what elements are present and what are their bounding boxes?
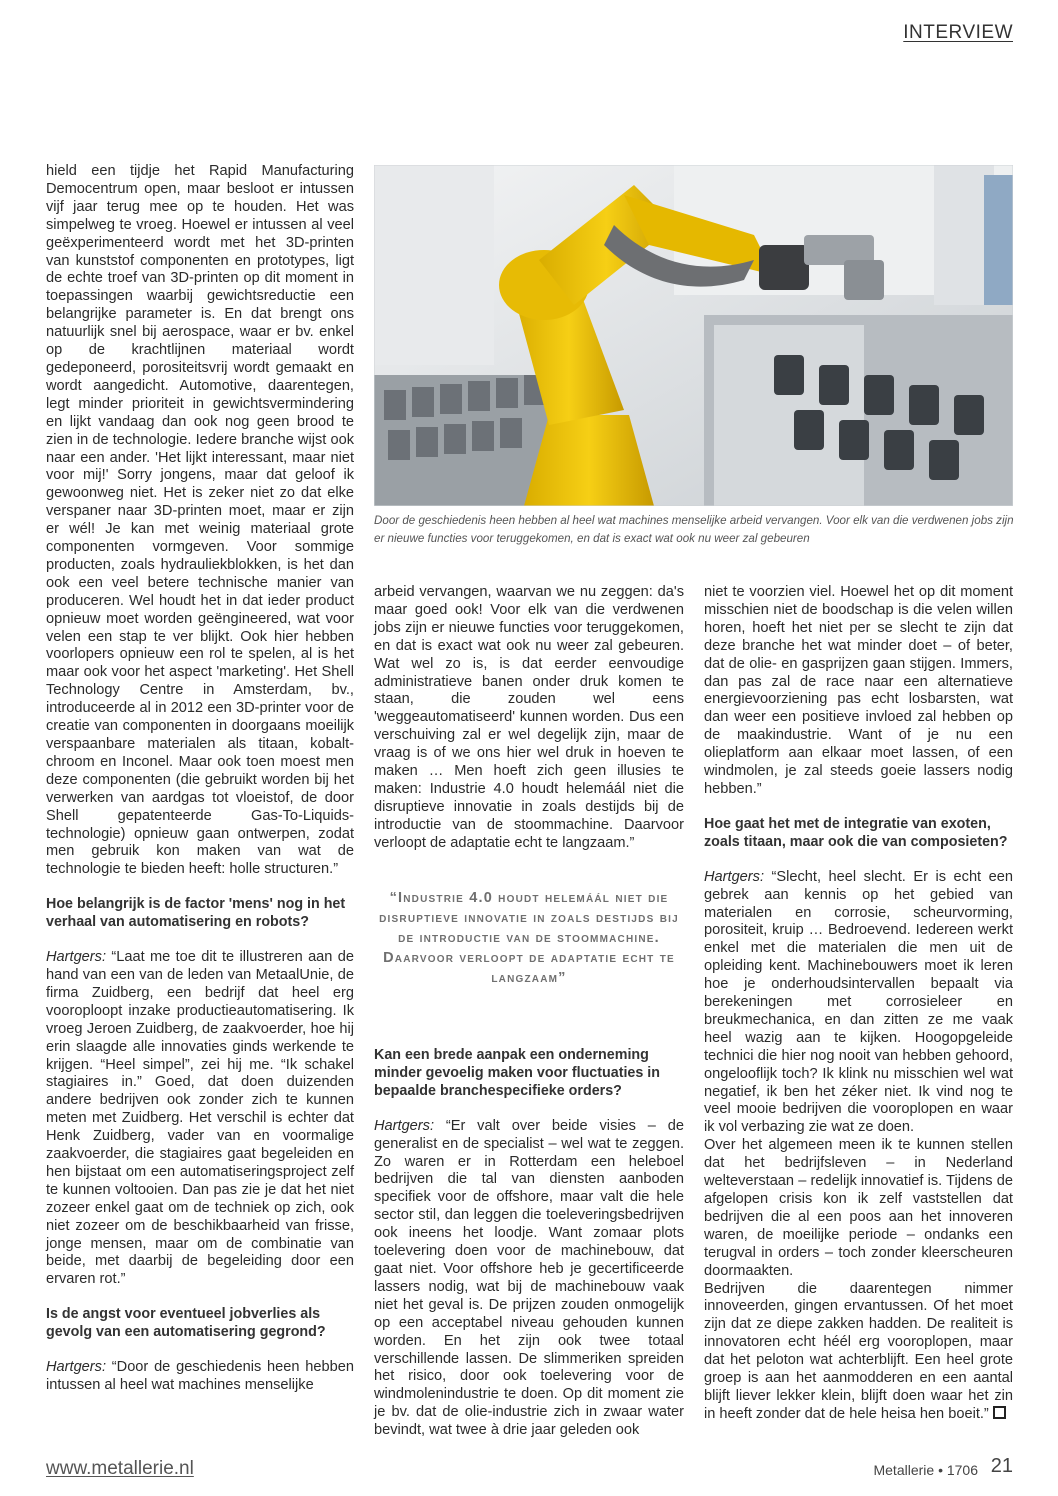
speaker-name: Hartgers: (46, 1359, 107, 1376)
interview-question: Is de angst voor eventueel jobverlies als gevolg van een automatisering gegrond? (46, 1306, 326, 1341)
paragraph (704, 869, 1013, 1138)
photo-caption: Door de geschiedenis heen hebben al heel wat machines menselijke arbeid vervangen. Voor elk van die verdwenen jobs zijn er nieuwe functies voor teruggekomen, en dat is exact wat ook nu weer zal gebeuren (374, 514, 1014, 545)
paragraph: arbeid vervangen, waarvan we nu zeggen: da's maar goed ook! Voor elk van die verdwenen jobs zijn er nieuwe functies voor teruggekomen, en dat is exact wat ook nu weer zal gebeuren. Wat wel zo is, is dat eerder eenvoudige administratieve banen onder druk komen te staan, die zouden wel eens 'weggeautomatiseerd' kunnen worden. Dus een verschuiving zal er wel degelijk zijn, maar de vraag is of we ons hier wel druk in hoeven te maken … Men hoeft zich geen illusies te maken: Industrie 4.0 houdt helemáál niet die disruptieve innovatie in zoals destijds bij de introductie van de stoommachine. Daarvoor verloopt de adaptatie echt te langzaam.” (374, 584, 684, 851)
end-mark-icon (993, 1406, 1006, 1419)
robot-arm-photo (374, 165, 1013, 506)
article-column-3 (704, 584, 1013, 1424)
paragraph (704, 1281, 1013, 1424)
magazine-issue: Metallerie • 1706 (873, 1462, 978, 1478)
website-link[interactable]: www.metallerie.nl (46, 1458, 194, 1479)
paragraph (374, 1118, 684, 1440)
article-column-2-lower (374, 1047, 684, 1440)
speaker-name: Hartgers: (46, 949, 107, 966)
paragraph (46, 1359, 354, 1395)
answer-text: “Er valt over beide visies – de generalist en de specialist – wel wat te zeggen. Zo waren er in Rotterdam een heleboel bedrijven die tal van diensten aanboden specifiek voor de offshore, maar valt die hele sector stil, dan leggen die toeleveringsbedrijven ook ineens het loodje. Want zomaar plots toelevering doen voor de machinebouw, dat gaat niet. Voor offshore heb je gecertificeerde lassers nodig, wat bij de machinebouw vaak niet het geval is. De prijzen zouden onmogelijk op een acceptabel niveau gehouden kunnen worden. En het zijn ook twee totaal verschillende lassen. De slimmeriken spreiden het risico, door ook toelevering voor de windmolenindustrie te doen. Op dit moment zie je bv. dat de olie-industrie zich in zwaar water bevindt, wat twee à drie jaar geleden ook (374, 1117, 684, 1439)
interview-question: Hoe belangrijk is de factor 'mens' nog in het verhaal van automatisering en robots? (46, 896, 346, 931)
paragraph: niet te voorzien viel. Hoewel het op dit moment misschien niet de boodschap is die velen willen horen, hoeft het niet per se slecht te zijn dat deze branche het wat minder doet – of beter, dat de olie- en gasprijzen gaan stijgen. Immers, dan pas zal de race naar een alternatieve energievoorziening pas echt losbarsten, wat dan weer een positieve invloed zal hebben op de maakindustrie. Want of je nu een olieplatform aan elkaar moet lassen, of een windmolen, je zal steeds goeie lassers nodig hebben.” (704, 584, 1013, 797)
answer-text: “Door de geschiedenis heen hebben intussen al heel wat machines menselijke (46, 1359, 354, 1393)
page-number: 21 (990, 1455, 1013, 1477)
article-column-1 (46, 163, 354, 1395)
speaker-name: Hartgers: (704, 868, 765, 885)
section-label: INTERVIEW (903, 22, 1013, 43)
paragraph: Over het algemeen meen ik te kunnen stellen dat het bedrijfsleven – in Nederland welteverstaan – redelijk innovatief is. Tijdens de afgelopen crisis kon ik zelf vaststellen dat bedrijven die al een poos aan het innoveren waren, de moeilijke periode – ondanks een terugval in orders – toch zonder kleerscheuren doormaakten. (704, 1137, 1013, 1279)
pull-quote: “Industrie 4.0 houdt helemáál niet die disruptieve innovatie in zoals destijds bij de introductie van de stoommachine. Daarvoor verloopt de adaptatie echt te langzaam” (379, 890, 679, 986)
robot-arm-illustration (374, 165, 1013, 506)
interview-question: Kan een brede aanpak een onderneming minder gevoelig maken voor fluctuaties in bepaalde branchespecifieke orders? (374, 1047, 661, 1099)
answer-text: Bedrijven die daarentegen nimmer innoveerden, gingen ervantussen. Of het moet zijn dat ze diepe zakken hadden. De realiteit is innovatoren echt héél erg vooroplopen, maar dat het peloton wat achterblijft. Een heel grote groep is aan het aanmodderen en een aantal blijft liever lekker klein, blijft doen waar het zin in heeft zonder dat de hele heisa hen boeit.” (704, 1280, 1013, 1422)
speaker-name: Hartgers: (374, 1117, 435, 1134)
article-column-2 (374, 584, 684, 853)
answer-text: “Slecht, heel slecht. Er is echt een gebrek aan kennis op het gebied van materialen en corrosie, scheurvorming, porositeit, kruip … Bedroevend. Iedereen werkt enkel met die materialen die men uit de opleiding kent. Machinebouwers moet ik leren hoe je onderhoudsintervallen bepaalt via berekeningen met corrosieleer en breukmechanica, en dan zitten ze me vaak heel wazig aan te kijken. Hoogopgeleide technici die hier nog nooit van hebben gehoord, ongelooflijk toch? Ik klink nu misschien wel wat negatief, ik ben het zéker niet. Ik vind nog te veel mooie bedrijven die vooroplopen en waar ik vol verbazing zie wat ze doen. (704, 868, 1013, 1136)
answer-text: “Laat me toe dit te illustreren aan de hand van een van de leden van MetaalUnie, de firma Zuidberg, een bedrijf dat heel erg vooroploopt inzake productieautomatisering. Ik vroeg Jeroen Zuidberg, de zaakvoerder, hoe hij erin slaagde alle innovaties ginds werkende te krijgen. “Heel simpel”, zei hij me. “Ik schakel stagiaires in.” Goed, dat doen duizenden andere bedrijven ook zonder zich te kunnen meten met Zuidberg. Het verschil is echter dat Henk Zuidberg, vader van en voormalige zaakvoerder, die stagiaires gaat begeleiden en hen bijstaat om een automatiseringsproject zelf te kunnen voltooien. Dan pas zie je dat het niet zozeer enkel gaat om de techniek op zich, ook niet zozeer om de beschikbaarheid van frisse, jonge mensen, maar om de combinatie van beide, met daarbij de begeleiding door een ervaren rot.” (46, 949, 354, 1288)
paragraph (46, 949, 354, 1289)
interview-question: Hoe gaat het met de integratie van exoten, zoals titaan, maar ook die van composieten? (704, 815, 1008, 850)
paragraph: hield een tijdje het Rapid Manufacturing Democentrum open, maar besloot er intussen vijf jaar terug mee op te houden. Het was simpelweg te vroeg. Hoewel er intussen al veel geëxperimenteerd wordt met het 3D-printen van kunststof componenten en prototypes, ligt de echte troef van 3D-printen op dit moment in toepassingen waarbij gewichtsreductie een belangrijke parameter is. En dat brengt ons natuurlijk snel bij aerospace, waar er bv. enkel op de krachtlijnen materiaal wordt gedeponeerd, porositeitsvrij wordt gemaakt en wordt aangedicht. Automotive, daarentegen, legt minder prioriteit in gewichtsvermindering en lijkt vandaag dan ook nog geen brood te zien in de technologie. Iedere branche wijst ook naar een ander. 'Het lijkt interessant, maar niet voor mij!' Sorry jongens, maar dat geloof ik gewoonweg niet. Het is zeker niet zo dat elke verspaner naar 3D-printen moet, maar er zijn er wél! Je kan met weinig materiaal grote componenten vormgeven. Voor sommige producten, zoals hydrauliekblokken, is het dan ook een veel betere technische manier van produceren. Wel houdt het in dat ieder product opnieuw moet worden geëngineered, wat voor velen een stap te ver blijkt. Ook hier hebben voorlopers opnieuw een rol te spelen, al is het maar ook voor het aspect 'marketing'. Het Shell Technology Centre in Amsterdam, bv., introduceerde al in 2012 een 3D-printer voor de creatie van componenten in doorgaans moeilijk verspaanbare materialen als titaan, kobalt-chroom en Inconel. Maar ook toen moest men deze componenten (die gebruikt worden bij het verwerken van aardgas tot vloeistof, de door Shell gepatenteerde Gas-To-Liquids-technologie) opnieuw gaan ontwerpen, zodat men gebruik kon maken van wat de technologie te bieden heeft: holle structuren.” (46, 163, 354, 878)
